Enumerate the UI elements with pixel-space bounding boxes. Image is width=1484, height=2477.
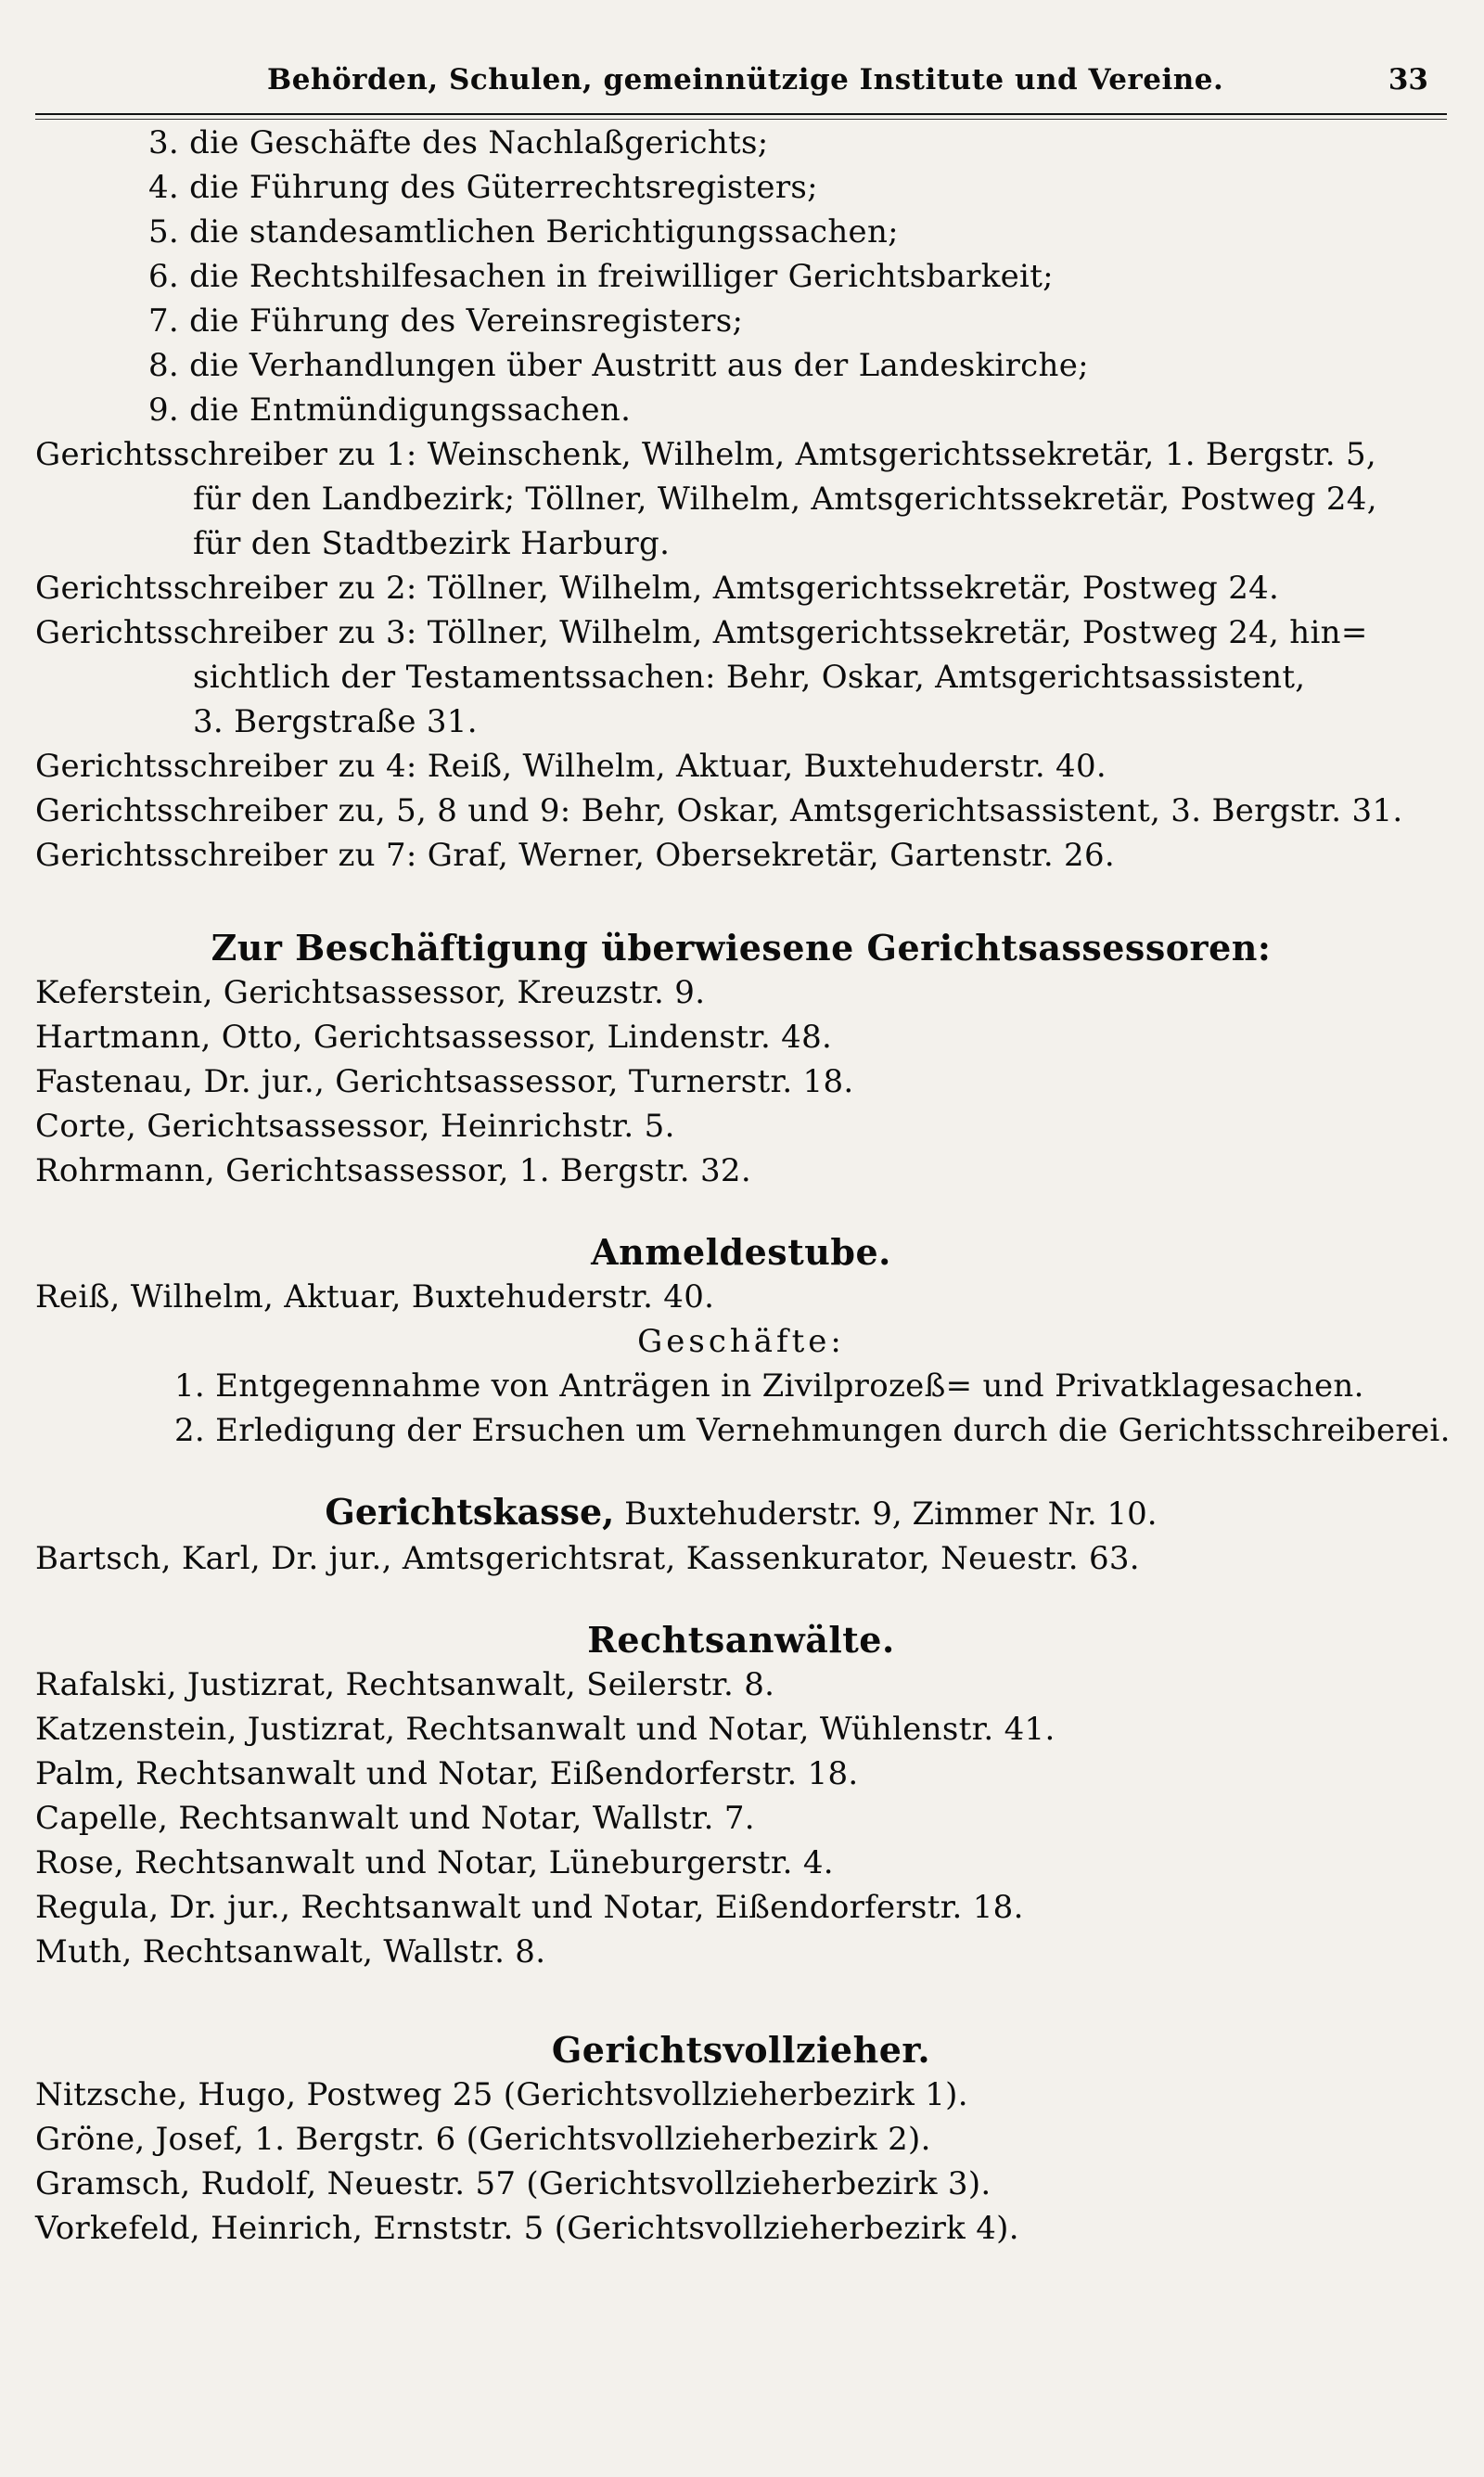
list-item: Gröne, Josef, 1. Bergstr. 6 (Gerichtsvollzieherbezirk 2).	[35, 2121, 931, 2158]
header-rule-thin	[35, 119, 1447, 120]
list-item: 9. die Entmündigungssachen.	[148, 391, 632, 429]
clerk-entry-3-cont: sichtlich der Testamentssachen: Behr, Oskar, Amtsgerichtsassistent,	[193, 659, 1306, 696]
kasse-section	[35, 1490, 1447, 1581]
list-item: Bartsch, Karl, Dr. jur., Amtsgerichtsrat, Kassenkurator, Neuestr. 63.	[35, 1540, 1140, 1577]
list-item: Rafalski, Justizrat, Rechtsanwalt, Seilerstr. 8.	[35, 1666, 775, 1703]
list-item: Regula, Dr. jur., Rechtsanwalt und Notar, Eißendorferstr. 18.	[35, 1889, 1024, 1926]
list-item: 5. die standesamtlichen Berichtigungssachen;	[148, 213, 899, 250]
list-item: Katzenstein, Justizrat, Rechtsanwalt und Notar, Wühlenstr. 41.	[35, 1711, 1055, 1748]
list-item: Hartmann, Otto, Gerichtsassessor, Lindenstr. 48.	[35, 1019, 833, 1056]
clerk-entry-3: Gerichtsschreiber zu 3: Töllner, Wilhelm, Amtsgerichtssekretär, Postweg 24, hin=	[35, 614, 1368, 651]
clerk-entry-1-cont: für den Stadtbezirk Harburg.	[193, 525, 671, 562]
list-item: 8. die Verhandlungen über Austritt aus der Landeskirche;	[148, 347, 1089, 384]
list-item: Rohrmann, Gerichtsassessor, 1. Bergstr. 32.	[35, 1152, 751, 1189]
list-item: Rose, Rechtsanwalt und Notar, Lüneburgerstr. 4.	[35, 1844, 834, 1881]
page-number: 33	[1388, 63, 1428, 96]
assessors-section	[35, 926, 1447, 1193]
list-item: Corte, Gerichtsassessor, Heinrichstr. 5.	[35, 1108, 675, 1145]
clerk-entry-1: Gerichtsschreiber zu 1: Weinschenk, Wilhelm, Amtsgerichtssekretär, 1. Bergstr. 5,	[35, 436, 1377, 473]
clerk-entry-2: Gerichtsschreiber zu 2: Töllner, Wilhelm, Amtsgerichtssekretär, Postweg 24.	[35, 570, 1280, 607]
page-header	[35, 0, 1447, 109]
clerks-section	[35, 432, 1447, 878]
header-rule	[35, 113, 1447, 115]
clerk-entry-5: Gerichtsschreiber zu, 5, 8 und 9: Behr, Oskar, Amtsgerichtsassistent, 3. Bergstr. 31.	[35, 792, 1403, 829]
list-item: Nitzsche, Hugo, Postweg 25 (Gerichtsvollzieherbezirk 1).	[35, 2076, 968, 2113]
anmeldestube-section	[35, 1230, 1451, 1453]
clerk-entry-1-cont: für den Landbezirk; Töllner, Wilhelm, Amtsgerichtssekretär, Postweg 24,	[193, 481, 1377, 518]
list-item: 4. die Führung des Güterrechtsregisters;	[148, 169, 818, 206]
clerk-entry-4: Gerichtsschreiber zu 4: Reiß, Wilhelm, Aktuar, Buxtehuderstr. 40.	[35, 748, 1107, 785]
list-item: 7. die Führung des Vereinsregisters;	[148, 302, 744, 340]
list-item: Keferstein, Gerichtsassessor, Kreuzstr. 9.	[35, 974, 706, 1011]
list-item: Vorkefeld, Heinrich, Ernststr. 5 (Gerichtsvollzieherbezirk 4).	[35, 2210, 1019, 2247]
list-item: 2. Erledigung der Ersuchen um Vernehmungen durch die Gerichtsschreiberei.	[174, 1412, 1451, 1449]
section-heading: Anmeldestube.	[591, 1231, 891, 1273]
duties-list	[35, 121, 1447, 432]
list-item: Capelle, Rechtsanwalt und Notar, Wallstr. 7.	[35, 1800, 755, 1837]
list-item: 6. die Rechtshilfesachen in freiwilliger Gerichtsbarkeit;	[148, 258, 1054, 295]
running-head: Behörden, Schulen, gemeinnützige Institute und Vereine.	[267, 63, 1224, 96]
section-subheading: Geschäfte:	[637, 1323, 845, 1360]
list-item: 3. die Geschäfte des Nachlaßgerichts;	[148, 124, 769, 161]
list-item: Reiß, Wilhelm, Aktuar, Buxtehuderstr. 40.	[35, 1278, 715, 1316]
section-heading: Gerichtskasse,	[325, 1491, 615, 1533]
list-item: Fastenau, Dr. jur., Gerichtsassessor, Turnerstr. 18.	[35, 1063, 854, 1100]
lawyers-section	[35, 1618, 1447, 1974]
list-item: 1. Entgegennahme von Anträgen in Zivilprozeß= und Privatklagesachen.	[174, 1367, 1364, 1405]
clerk-entry-3-cont: 3. Bergstraße 31.	[193, 703, 478, 740]
bailiffs-section	[35, 2028, 1447, 2251]
section-heading-line	[35, 1490, 1447, 1536]
list-item: Muth, Rechtsanwalt, Wallstr. 8.	[35, 1933, 546, 1970]
section-heading: Rechtsanwälte.	[587, 1619, 895, 1661]
kasse-address: Buxtehuderstr. 9, Zimmer Nr. 10.	[614, 1495, 1158, 1533]
clerk-entry-7: Gerichtsschreiber zu 7: Graf, Werner, Obersekretär, Gartenstr. 26.	[35, 837, 1116, 874]
list-item: Palm, Rechtsanwalt und Notar, Eißendorferstr. 18.	[35, 1755, 859, 1792]
list-item: Gramsch, Rudolf, Neuestr. 57 (Gerichtsvollzieherbezirk 3).	[35, 2165, 991, 2202]
section-heading: Zur Beschäftigung überwiesene Gerichtsassessoren:	[211, 927, 1272, 969]
section-heading: Gerichtsvollzieher.	[551, 2029, 931, 2071]
